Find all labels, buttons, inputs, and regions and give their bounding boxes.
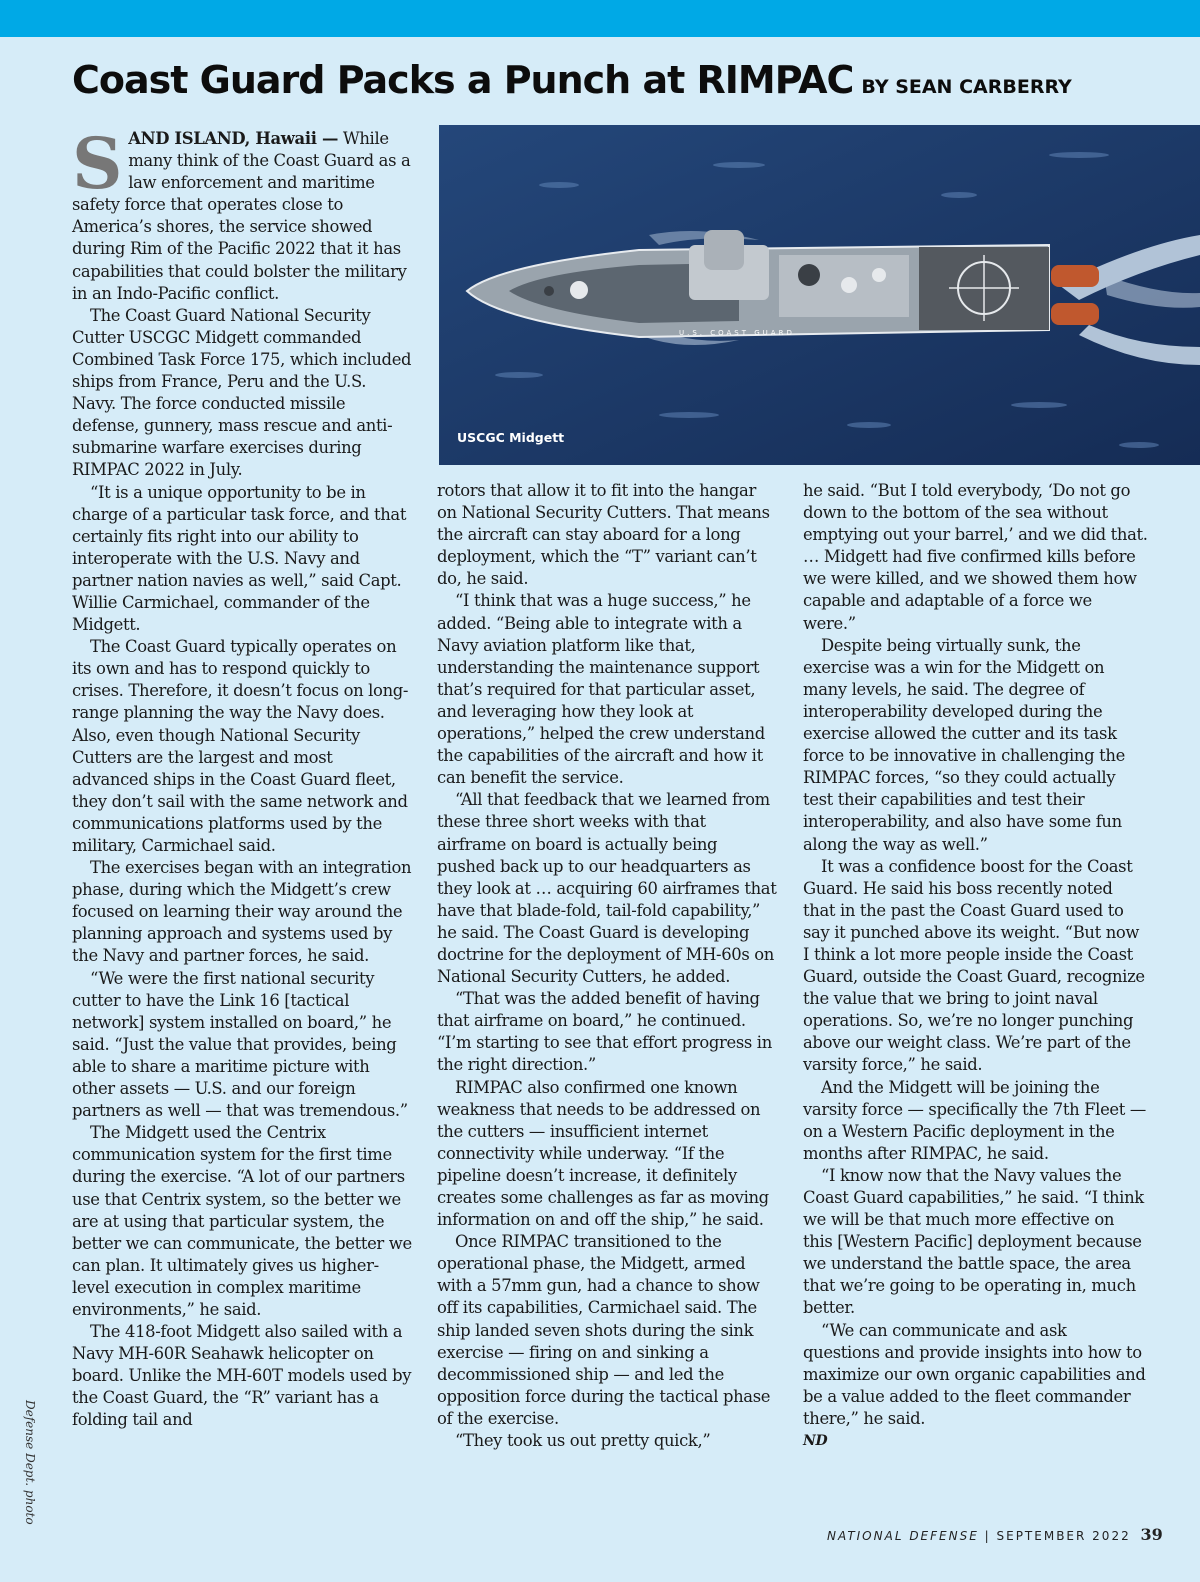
article-paragraph: “I know now that the Navy values the Coast Guard capabilities,” he said. “I think we will be that much more effective on this [Western Pacific] deployment because we understand the battle space, the area that we’re going to be operating in, much better.	[803, 1165, 1144, 1318]
footer-publication: NATIONAL DEFENSE	[827, 1529, 979, 1543]
article-paragraph: While many think of the Coast Guard as a law enforcement and maritime safety force that operates close to America’s shores, the service showed during Rim of the Pacific 2022 that it has capabilities that could bolster the military in an Indo-Pacific conflict.	[72, 129, 411, 303]
article-column-1	[72, 122, 412, 1432]
article-paragraph: “That was the added benefit of having that airframe on board,” he continued. “I’m starting to see that effort progress in the right direction.”	[437, 989, 772, 1075]
article-paragraph: And the Midgett will be joining the varsity force — specifically the 7th Fleet — on a Western Pacific deployment in the months after RIMPAC, he said.	[803, 1077, 1146, 1163]
article-paragraph: Despite being virtually sunk, the exercise was a win for the Midgett on many levels, he said. The degree of interoperability developed during the exercise allowed the cutter and its task force to be innovative in challenging the RIMPAC forces, “so they could actually test their capabilities and test their interoperability, and also have some fun along the way as well.”	[803, 635, 1125, 854]
article-dateline: AND ISLAND, Hawaii —	[128, 129, 338, 148]
article-paragraph: “All that feedback that we learned from these three short weeks with that airframe on board is actually being pushed back up to our headquarters as they look at … acquiring 60 airframes that have that blade-fold, tail-fold capability,” he said. The Coast Guard is developing doctrine for the deployment of MH-60s on National Security Cutters, he added.	[437, 790, 777, 987]
article-paragraph: “It is a unique opportunity to be in charge of a particular task force, and that certainly fits right into our ability to interoperate with the U.S. Navy and partner nation navies as well,” said Capt. Willie Carmichael, commander of the Midgett.	[72, 482, 407, 635]
article-paragraph: “They took us out pretty quick,”	[455, 1431, 711, 1451]
article-paragraph: The exercises began with an integration phase, during which the Midgett’s crew focused on learning their way around the planning approach and systems used by the Navy and partner forces, he said.	[72, 858, 412, 966]
article-byline: BY SEAN CARBERRY	[861, 76, 1072, 98]
article-opening-paragraph	[72, 122, 412, 305]
article-paragraph: RIMPAC also confirmed one known weakness that needs to be addressed on the cutters — insufficient internet connectivity while underway. “If the pipeline doesn’t increase, it definitely creates some challenges as far as moving information on and off the ship,” he said.	[437, 1077, 769, 1230]
page-number: 39	[1140, 1525, 1163, 1544]
article-column-3	[803, 480, 1148, 1452]
article-paragraph: The Coast Guard typically operates on its own and has to respond quickly to crises. Therefore, it doesn’t focus on long-range planning the way the Navy does. Also, even though National Security Cutters are the largest and most advanced ships in the Coast Guard fleet, they don’t sail with the same network and communications platforms used by the military, Carmichael said.	[72, 637, 409, 855]
article-paragraph: he said. “But I told everybody, ‘Do not go down to the bottom of the sea without emptying out your barrel,’ and we did that. … Midgett had five confirmed kills before we were killed, and we showed them how capable and adaptable of a force we were.”	[803, 481, 1148, 633]
article-paragraph: Once RIMPAC transitioned to the operational phase, the Midgett, armed with a 57mm gun, had a chance to show off its capabilities, Carmichael said. The ship landed seven shots during the sink exercise — firing on and sinking a decommissioned ship — and led the opposition force during the tactical phase of the exercise.	[437, 1232, 771, 1428]
footer-separator: |	[984, 1529, 991, 1543]
article-paragraph: “I think that was a huge success,” he added. “Being able to integrate with a Navy aviation platform like that, understanding the maintenance support that’s required for that particular asset, and leveraging how they look at operations,” helped the crew understand the capabilities of the aircraft and how it can benefit the service.	[437, 591, 765, 788]
photo-caption: USCGC Midgett	[457, 430, 565, 445]
article-paragraph: “We can communicate and ask questions and provide insights into how to maximize our own organic capabilities and be a value added to the fleet commander there,” he said.	[803, 1320, 1146, 1428]
article-column-2	[437, 480, 777, 1452]
ship-photo-illustration	[439, 125, 1200, 465]
top-color-bar	[0, 0, 1200, 37]
article-paragraph: The Midgett used the Centrix communication system for the first time during the exercise. “A lot of our partners use that Centrix system, so the better we are at using that particular system, the better we can communicate, the better we can plan. It ultimately gives us higher-level execution in complex maritime environments,” he said.	[72, 1123, 412, 1319]
article-paragraph: The 418-foot Midgett also sailed with a Navy MH-60R Seahawk helicopter on board. Unlike the MH-60T models used by the Coast Guard, the “R” variant has a folding tail and	[72, 1322, 412, 1430]
footer-issue: SEPTEMBER 2022	[996, 1529, 1131, 1543]
article-title: Coast Guard Packs a Punch at RIMPAC	[72, 58, 854, 102]
article-paragraph: “We were the first national security cutter to have the Link 16 [tactical network] system installed on board,” he said. “Just the value that provides, being able to share a maritime picture with other assets — U.S. and our foreign partners as well — that was tremendous.”	[72, 968, 408, 1121]
article-paragraph: rotors that allow it to fit into the hangar on National Security Cutters. That means the aircraft can stay aboard for a long deployment, which the “T” variant can’t do, he said.	[437, 481, 770, 589]
article-paragraph: It was a confidence boost for the Coast Guard. He said his boss recently noted that in the past the Coast Guard used to say it punched above its weight. “But now I think a lot more people inside the Coast Guard, outside the Coast Guard, recognize the value that we bring to joint naval operations. So, we’re no longer punching above our weight class. We’re part of the varsity force,” he said.	[803, 856, 1145, 1075]
page-footer	[827, 1525, 1163, 1544]
photo-credit: Defense Dept. photo	[23, 1400, 37, 1525]
ship-photo	[439, 125, 1200, 465]
ship-hull-text: U.S. COAST GUARD	[679, 329, 795, 337]
article-headline	[72, 58, 1172, 102]
drop-cap: S	[72, 122, 123, 205]
article-paragraph: The Coast Guard National Security Cutter USCGC Midgett commanded Combined Task Force 175, which included ships from France, Peru and the U.S. Navy. The force conducted missile defense, gunnery, mass rescue and anti-submarine warfare exercises during RIMPAC 2022 in July.	[72, 305, 412, 480]
end-mark: ND	[803, 1433, 828, 1450]
